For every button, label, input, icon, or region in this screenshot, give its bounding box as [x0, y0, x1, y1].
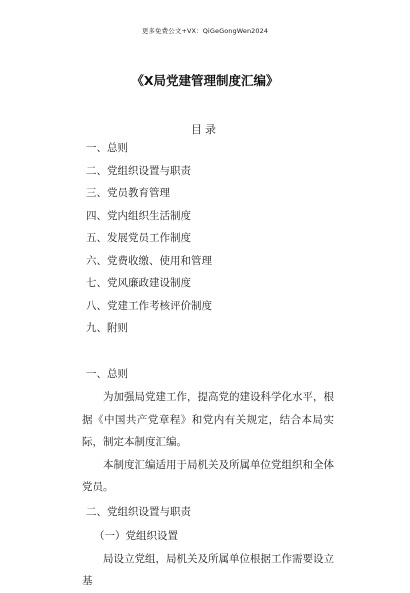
- subsection-heading: （一）党组织设置: [94, 529, 178, 542]
- toc-item: 六、党费收缴、使用和管理: [86, 254, 212, 267]
- document-title: 《X局党建管理制度汇编》: [131, 73, 279, 88]
- section-heading: 一、总则: [86, 368, 128, 380]
- toc-item: 八、党建工作考核评价制度: [86, 299, 212, 312]
- toc-item: 九、附则: [86, 322, 128, 334]
- body-paragraph: 局设立党组，局机关及所属单位根据工作需要设立基: [82, 552, 334, 587]
- document-body: [82, 362, 334, 593]
- toc-item: 一、总则: [86, 142, 128, 154]
- header-note: 更多免费公文+VX：QiGeGongWen2024: [141, 27, 269, 35]
- body-paragraph: 为加强局党建工作，提高党的建设科学化水平，根据《中国共产党章程》和党内有关规定，结合本局实际，制定本制度汇编。: [82, 391, 334, 448]
- body-paragraph: 本制度汇编适用于局机关及所属单位党组织和全体党员。: [82, 458, 334, 493]
- toc-item: 七、党风廉政建设制度: [86, 277, 191, 289]
- toc-item: 二、党组织设置与职责: [86, 164, 191, 177]
- toc-item: 五、发展党员工作制度: [86, 232, 191, 244]
- section-heading: 二、党组织设置与职责: [86, 505, 191, 518]
- toc-item: 四、党内组织生活制度: [86, 209, 191, 222]
- toc-heading: 目录: [191, 123, 219, 136]
- table-of-contents: [86, 137, 212, 340]
- toc-item: 三、党员教育管理: [86, 187, 170, 199]
